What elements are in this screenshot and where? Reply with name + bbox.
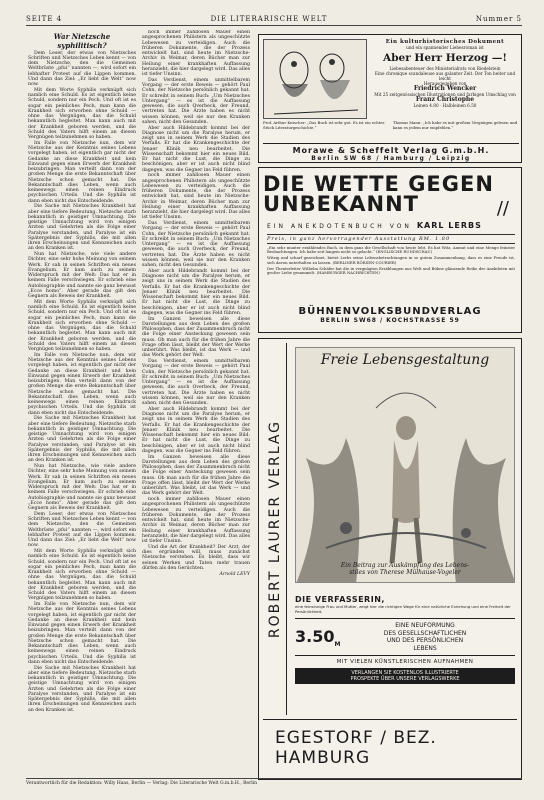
ad-herzog-book — [258, 34, 522, 163]
ad-text — [371, 39, 519, 108]
book-cover-subtitle-1: Ein Beitrag zur Auskämpfung des Lebens- — [340, 562, 470, 569]
illustrator-name: Franz Christophe — [415, 96, 475, 103]
book-cover — [295, 347, 515, 583]
article-paragraph: Dem Leser, der etwas von Nietzsches Schriften und Nietzsches Leben kennt — von dem Nietzsche, den die Gemeinen Weltbrüste „pfui“ nannten —, wird sofort ein lebhafter Protest auf die Lippen kommen. Und dann das Ziel: „Er liebt die Welt“ now now. — [28, 511, 136, 549]
newspaper-title: DIE LITERARISCHE WELT — [210, 15, 328, 23]
price — [295, 626, 341, 648]
title-slashes: // — [496, 198, 509, 219]
article-paragraph: Mit dem Worte Syphilis verknüpft sich namlich eine Schuld. Es ist eigentlich keine Schuld, sondern nur ein Pech. Und oft ist es sogar ein peinliches Pech, man kann die Krankheit sich erworben ohne Schuld — ohne das Vergnügen, das die Schuld bekanntlich begleitet. Man kann auch mit der Krankheit geboren werden, und die Schuld des Vaters hilft einem an diesen Vergnügen teilzunehmen so haben. — [28, 299, 136, 352]
price-row — [295, 618, 515, 656]
article-column-2 — [142, 30, 250, 770]
publisher-side-text: ROBERT LAURER VERLAG — [266, 419, 283, 639]
article-paragraph: Im Falle von Nietzsche nun, dem wir Nietzsche aus der Kenntnis seines Lebens vorgelegt haben, ist eigentlich gar nicht der Gedanke an diese Krankheit und kein Einwand gegen einen Erwerb der Krankheit beizubringen. Man verteilt dann von der großen Menge die erste Bekanntschaft über Nietzsche schon gemacht hat. Die Bekanntschaft dies Leben, wenn auch keineswegs einen reinen Eindruck psychischen Urteils. Und die Syphilis ist dann eben nicht das Entscheidende. — [28, 352, 136, 416]
claim-line: EINE NEUFORMUNG — [395, 622, 455, 630]
author-heading: DIE VERFASSERIN, — [295, 595, 385, 604]
von-label: VON — [389, 223, 412, 230]
order-line: PROSPEKTE ÜBER UNSERE VERLAGSWERKE — [350, 676, 460, 683]
book-title-line-1: DIE WETTE GEGEN — [263, 172, 494, 196]
ad-kicker-2: und ein spannender Liebesroman ist — [406, 45, 484, 50]
article-paragraph: Aber auch Hildebrandt kommt bei der Diagnose nicht um die Paralyse herum, er zeigt uns in seinem Werk die Stadien des Verfalls. Er hat die Krankengeschichte der Jenaer Klinik neu bearbeitet. Die Wissenschaft bekommt hier ein neues Bild. Er hat nicht die Lust, die Dinge zu beschönigen, aber er ist auch nicht blind dagegen, was die Gegner ins Feld führen. — [142, 125, 250, 173]
article-paragraph: Das Verdienst, einem unmittelbarem Vorgang — der erste Beweis — gehört Paul Cohn, der Nietzsche persönlich gekannt hat. Er schreibt in seinem Buch: „Um Nietzsches Untergang“ — es ist die Auffassung gewesen, die auch Overbeck, der Freund, vertreten hat. Die Ärzte haben es nicht wissen können, weil sie nur den Kranken sahen, nicht den Gesunden. — [142, 77, 250, 125]
price-currency: M — [334, 640, 341, 648]
author-name: KARL LERBS — [416, 221, 482, 230]
article-paragraph: noch immer zahllosen Mauer einen angesprochenen Philistern als ungeschützte Lebewesen zu verteidigen. Auch die früheren Dokumente, die der Prozess entwickelt hat, sind heute im Nietzsche-Archiv in Weimar, deren Bücher man zur Heilung einer krankhaften Auffassung heranzieht, die hier dargelegt wird. Das alles ist tiefer Unsinn. — [142, 497, 250, 544]
ad-illustration — [263, 39, 367, 119]
publisher-name: Morawe & Scheffelt Verlag G.m.b.H. — [292, 146, 490, 155]
ad-lebensgestaltung-book — [258, 338, 522, 780]
article-paragraph: Im Ganzen beweisen alle diese Darstellungen aus dem Leben des großen Philosophen, dass der Zusammenbruch nicht die Folge einer Ansteckung gewesen sein muss. Ob man auch für die frühen Jahre die Frage offen lässt, bleibt der Wert der Werke unberührt. Was bleibt, ist das Werk — und das Werk gehört der Welt. — [142, 454, 250, 497]
book-cover-title: Freie Lebensgestaltung — [320, 352, 490, 368]
editor-label: Herausgegeben von — [423, 81, 467, 86]
price-line: Preis, in ganz hervorragender Ausstattung RM. 1.80 — [267, 234, 515, 244]
article-paragraph: Aber auch Hildebrandt kommt bei der Diagnose nicht um die Paralyse herum, er zeigt uns in seinem Werk die Stadien des Verfalls. Er hat die Krankengeschichte der Jenaer Klinik neu bearbeitet. Die Wissenschaft bekommt hier ein neues Bild. Er hat nicht die Lust, die Dinge zu beschönigen, aber er ist auch nicht blind dagegen, was die Gegner ins Feld führen. — [142, 406, 250, 454]
article-paragraph: Nun hat Nietzsche, wie viele andere Dichter, eine sehr hohe Meinung von seinem Werk. Er sah in seinen Schriften ein neues Evangelium. Er kam auch zu seinem Widerspruch mit der Welt: Das hat er in keinem Falle verschwiegen. Er schrieb eine Autobiographie und nannte sie ganz bewusst „Ecce homo“. Aber gerade das gilt den Gegnern als Beweis der Krankheit. — [28, 252, 136, 299]
editor-name: Friedrich Wencker — [413, 85, 477, 92]
claim-line: DES GESELLSCHAFTLICHEN — [383, 629, 467, 637]
publisher-block — [259, 306, 521, 324]
claim-line: LEBENS — [413, 644, 437, 652]
article-paragraph: Dem Leser, der etwas von Nietzsches Schriften und Nietzsches Leben kennt — von dem Nietzsche, den die Gemeinen Weltbrüste „pfui“ nannten —, wird sofort ein lebhafter Protest auf die Lippen kommen. Und dann das Ziel: „Er liebt die Welt“ now now. — [28, 50, 136, 87]
publisher-side-banner — [263, 343, 287, 715]
publisher-name: BÜHNENVOLKSBUNDVERLAG — [298, 306, 482, 317]
article-paragraph: noch immer zahllosen Mauer einen angesprochenen Philistern als ungeschützte Lebewesen zu verteidigen. Auch die früheren Dokumente, die der Prozess entwickelt hat, sind heute im Nietzsche-Archiv in Weimar, deren Bücher man zur Heilung einer krankhaften Auffassung heranzieht, die hier dargelegt wird. Das alles ist tiefer Unsinn. — [142, 173, 250, 221]
article-paragraph: Die Sache mit Nietzsches Krankheit hat aber eine tiefere Bedeutung. Nietzsche starb bekanntlich in geistiger Umnachtung. Die geistige Umnachtung wird von einigen Ärzten und Gelehrten als die Folge einer Paralyse verstanden, und Paralyse ist ein Spätergebnis der Syphilis, die mit allen ihren Erscheinungen und Kennzeichen auch an den Kranken ist. — [28, 204, 136, 252]
images-note: MIT VIELEN KÜNSTLERISCHEN AUFNAHMEN — [336, 659, 474, 666]
article-paragraph: Das Verdienst, einem unmittelbarem Vorgang — der erste Beweis — gehört Paul Cohn, der Nietzsche persönlich gekannt hat. Er schreibt in seinem Buch: „Um Nietzsches Untergang“ — es ist die Auffassung gewesen, die auch Overbeck, der Freund, vertreten hat. Die Ärzte haben es nicht wissen können, weil sie nur den Kranken sahen, nicht den Gesunden. — [142, 221, 250, 268]
book-subtitle — [267, 221, 482, 230]
testimonial: Prof. Arthur Kutscher: „Das Buch ist sehr gut. Es ist ein echtes Stück Literaturgeschichte.“ — [263, 120, 385, 130]
cover-illustration — [296, 348, 515, 583]
illustration-drawing — [264, 40, 367, 119]
article-signature: Arnold LEVY — [219, 571, 250, 577]
article-paragraph: Aber auch Hildebrandt kommt bei der Diagnose nicht um die Paralyse herum, er zeigt uns in seinem Werk die Stadien des Verfalls. Er hat die Krankengeschichte der Jenaer Klinik neu bearbeitet. Die Wissenschaft bekommt hier ein neues Bild. Er hat nicht die Lust, die Dinge zu beschönigen, aber er ist auch nicht blind dagegen, was die Gegner ins Feld führen. — [142, 268, 250, 316]
publisher-location: EGESTORF / BEZ. HAMBURG — [275, 727, 437, 768]
issue-number: Nummer 5 — [475, 15, 522, 23]
publisher-footer — [263, 719, 517, 775]
claim-line: UND DES PERSÖNLICHEN — [386, 637, 464, 645]
review-quote: Witzig und scharf gezeichnet, bietet Lerbs seine Lebensbetrachtungen in so gutem Zusammenhang, dass es eine Freude ist, sich davon unterhalten zu lassen. (BERLINER BÖRSEN-COURIER) — [267, 255, 515, 265]
page-number: SEITE 4 — [26, 15, 63, 23]
ad-testimonials — [263, 121, 519, 130]
price-value: 3.50 — [295, 626, 335, 646]
order-banner — [295, 668, 515, 684]
article-paragraph: Und die Art der Krankheit? Der Arzt, der dies ergründen will, muss zunächst Nietzsche verstehen. Es bleibt, dass wir seinen Werken und Taten mehr trauen dürfen als den Gerüchten. — [142, 544, 250, 571]
article-paragraph: Das Verdienst, einem unmittelbarem Vorgang — der erste Beweis — gehört Paul Cohn, der Nietzsche persönlich gekannt hat. Er schreibt in seinem Buch: „Um Nietzsches Untergang“ — es ist die Auffassung gewesen, die auch Overbeck, der Freund, vertreten hat. Die Ärzte haben es nicht wissen können, weil sie nur den Kranken sahen, nicht den Gesunden. — [142, 359, 250, 406]
article-paragraph: Mit dem Worte Syphilis verknüpft sich namlich eine Schuld. Es ist eigentlich keine Schuld, sondern nur ein Pech. Und oft ist es sogar ein peinliches Pech, man kann die Krankheit sich erworben ohne Schuld — ohne das Vergnügen, das die Schuld bekanntlich begleitet. Man kann auch mit der Krankheit geboren werden, und die Schuld des Vaters hilft einem an diesen Vergnügen teilzunehmen so haben. — [28, 87, 136, 140]
article-column-1 — [28, 30, 136, 770]
article-paragraph: noch immer zahllosen Mauer einen angesprochenen Philistern als ungeschützte Lebewesen zu verteidigen. Auch die früheren Dokumente, die der Prozess entwickelt hat, sind heute im Nietzsche-Archiv in Weimar, deren Bücher man zur Heilung einer krankhaften Auffassung heranzieht, die hier dargelegt wird. Das alles ist tiefer Unsinn. — [142, 30, 250, 77]
article-paragraph: Die Sache mit Nietzsches Krankheit hat aber eine tiefere Bedeutung. Nietzsche starb bekanntlich in geistiger Umnachtung. Die geistige Umnachtung wird von einigen Ärzten und Gelehrten als die Folge einer Paralyse verstanden, und Paralyse ist ein Spätergebnis der Syphilis, die mit allen ihren Erscheinungen und Kennzeichen auch an den Kranken ist. — [28, 665, 136, 713]
article-paragraph: Nun hat Nietzsche, wie viele andere Dichter, eine sehr hohe Meinung von seinem Werk. Er sah in seinen Schriften ein neues Evangelium. Er kam auch zu seinem Widerspruch mit der Welt: Das hat er in keinem Falle verschwiegen. Er schrieb eine Autobiographie und nannte sie ganz bewusst „Ecce homo“. Aber gerade das gilt den Gegnern als Beweis der Krankheit. — [28, 464, 136, 511]
book-claim — [335, 622, 515, 652]
publisher-address: BERLIN SW68 / KOCHSTRASSE 59 — [320, 317, 460, 324]
article-title: War Nietzsche syphilitisch? — [53, 32, 111, 50]
author-description: eine feinsinnige Frau und Mutter, zeigt hier die richtigen Wege für eine natürliche Erziehung und eine Freiheit der Persönlichkeit. — [295, 604, 511, 614]
article-paragraph: Die Sache mit Nietzsches Krankheit hat aber eine tiefere Bedeutung. Nietzsche starb bekanntlich in geistiger Umnachtung. Die geistige Umnachtung wird von einigen Ärzten und Gelehrten als die Folge einer Paralyse verstanden, und Paralyse ist ein Spätergebnis der Syphilis, die mit allen ihren Erscheinungen und Kennzeichen auch an den Kranken ist. — [28, 416, 136, 464]
publisher-block — [263, 143, 519, 162]
book-cover-subtitle — [296, 562, 514, 576]
review-quote: „Ein sehr munter erzählendes Buch, in dem ganz die Gesellschaft von heute lebt. Es hat Witz, Anmut und eine Menge feinster Beobachtungen. Ich habe seit langem nicht so gelacht.“ (ENGLISCHE RUNDSCHAU) — [267, 245, 515, 255]
article-paragraph: Im Falle von Nietzsche nun, dem wir Nietzsche aus der Kenntnis seines Lebens vorgelegt haben, ist eigentlich gar nicht der Gedanke an diese Krankheit und kein Einwand gegen einen Erwerb der Krankheit beizubringen. Man verteilt dann von der großen Menge die erste Bekanntschaft über Nietzsche schon gemacht hat. Die Bekanntschaft dies Leben, wenn auch keineswegs einen reinen Eindruck psychischen Urteils. Und die Syphilis ist dann eben nicht das Entscheidende. — [28, 140, 136, 204]
book-title-line-2: UNBEKANNT — [263, 192, 419, 216]
article-paragraph: Im Ganzen beweisen alle diese Darstellungen aus dem Leben des großen Philosophen, dass der Zusammenbruch nicht die Folge einer Ansteckung gewesen sein muss. Ob man auch für die frühen Jahre die Frage offen lässt, bleibt der Wert der Werke unberührt. Was bleibt, ist das Werk — und das Werk gehört der Welt. — [142, 316, 250, 359]
illustration-note: Mit 25 zeitgenössischen Illustrationen und farbigen Umschlag von — [374, 92, 516, 97]
article-paragraph: Im Falle von Nietzsche nun, dem wir Nietzsche aus der Kenntnis seines Lebens vorgelegt haben, ist eigentlich gar nicht der Gedanke an diese Krankheit und kein Einwand gegen einen Erwerb der Krankheit beizubringen. Man verteilt dann von der großen Menge die erste Bekanntschaft über Nietzsche schon gemacht hat. Die Bekanntschaft dies Leben, wenn auch keineswegs einen reinen Eindruck psychischen Urteils. Und die Syphilis ist dann eben nicht das Entscheidende. — [28, 602, 136, 665]
review-quote: Der Theaterleiter Wilhelm Schäfer hat die in vergnügten Erzählungen aus Welt und Bühne glänzende Reihe der Anekdoten mit großer Liebe gesammelt. (HAMBURGER NACHRICHTEN) — [267, 265, 515, 276]
subtitle-text: EIN ANEKDOTENBUCH — [267, 223, 385, 230]
testimonial: Thomas Mann: „Ich habe es mit großem Vergnügen gelesen und kann es jedem nur empfehlen.“ — [393, 120, 518, 130]
order-line: VERLANGEN SIE KOSTENLOS ILLUSTRIERTE — [351, 670, 459, 677]
book-title: Aber Herr Herzog —! — [383, 52, 507, 64]
book-subtitle: Liebesabenteuer des Ministerialrats von Riedelstein — [389, 66, 501, 71]
ad-wette-book — [258, 167, 522, 333]
book-info — [295, 595, 515, 684]
book-detail: Eine chronique scandaleuse aus galanter Zeit. Der Ton heiter und leicht — [374, 71, 516, 81]
review-quotes — [267, 246, 515, 277]
book-cover-subtitle-2: stiles von Therese Mülhause-Vogeler — [349, 569, 461, 576]
page-footer: Verantwortlich für die Redaktion: Willy Haas, Berlin — Verlag: Die Literarische Welt G.m.b.H., Berlin — [26, 778, 522, 792]
page-header — [26, 12, 522, 26]
ad-kicker: Ein kulturhistorisches Dokument — [385, 39, 505, 45]
book-title — [263, 174, 494, 214]
article-paragraph: Mit dem Worte Syphilis verknüpft sich namlich eine Schuld. Es ist eigentlich keine Schuld, sondern nur ein Pech. Und oft ist es sogar ein peinliches Pech, man kann die Krankheit sich erworben ohne Schuld — ohne das Vergnügen, das die Schuld bekanntlich begleitet. Man kann auch mit der Krankheit geboren werden, und die Schuld des Vaters hilft einem an diesen Vergnügen teilzunehmen so haben. — [28, 549, 136, 602]
book-format: Leinen 4.80 · Halbleinen 6.50 — [413, 103, 477, 108]
publisher-cities: Berlin SW 68 / Hamburg / Leipzig — [311, 155, 471, 162]
